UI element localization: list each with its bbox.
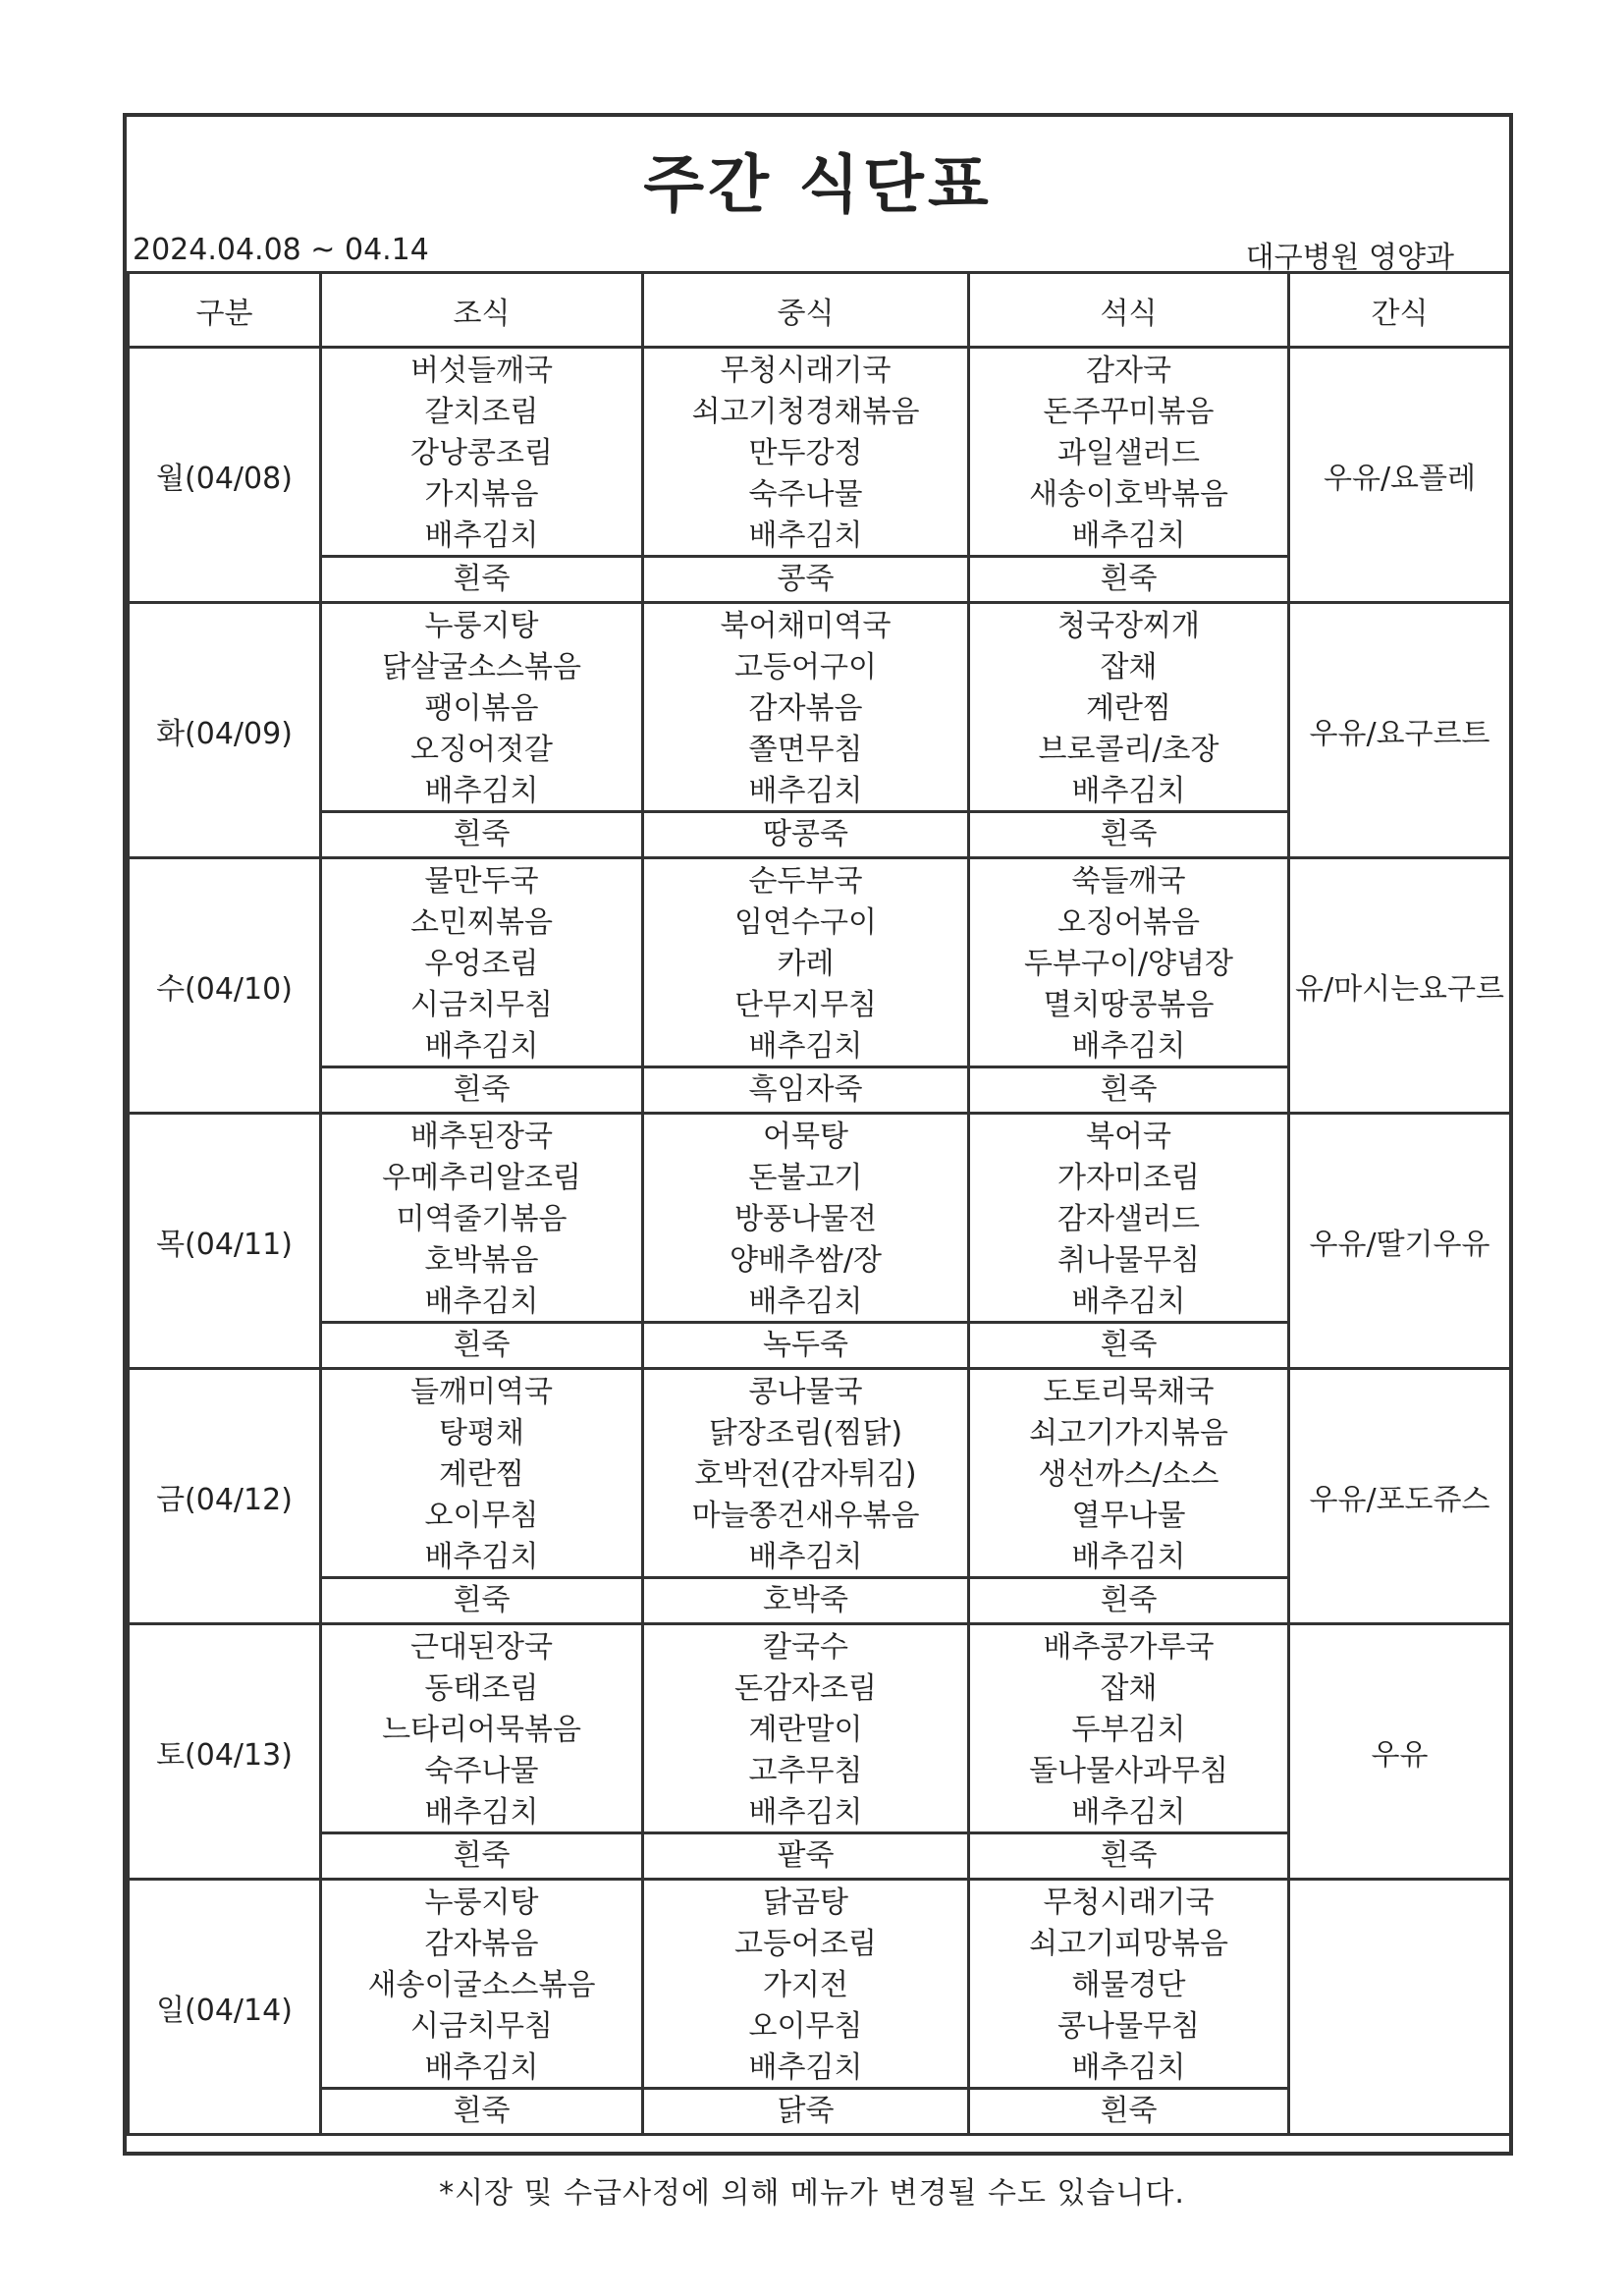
dinner-dish: 쇠고기가지볶음 bbox=[1029, 1416, 1228, 1450]
dinner-dishes-cell bbox=[969, 1369, 1289, 1578]
dinner-dish: 배추김치 bbox=[1071, 1540, 1186, 1574]
header-lunch: 중식 bbox=[643, 273, 969, 348]
breakfast-dish: 탕평채 bbox=[439, 1416, 524, 1450]
lunch-porridge: 팥죽 bbox=[643, 1833, 969, 1880]
lunch-dish: 배추김치 bbox=[748, 1285, 863, 1319]
day-label: 토(04/13) bbox=[129, 1624, 321, 1880]
lunch-dish: 배추김치 bbox=[748, 774, 863, 808]
dinner-dish: 두부김치 bbox=[1071, 1713, 1186, 1747]
lunch-porridge: 호박죽 bbox=[643, 1578, 969, 1624]
breakfast-porridge: 흰죽 bbox=[321, 1833, 643, 1880]
day-row bbox=[129, 1624, 1511, 1833]
breakfast-dish: 계란찜 bbox=[439, 1457, 524, 1492]
dinner-dish: 배추김치 bbox=[1071, 1285, 1186, 1319]
lunch-porridge: 땅콩죽 bbox=[643, 812, 969, 858]
breakfast-dishes-cell bbox=[321, 1880, 643, 2089]
lunch-dish: 쇠고기청경채볶음 bbox=[691, 395, 920, 429]
lunch-dish: 감자볶음 bbox=[748, 691, 863, 726]
lunch-dish: 무청시래기국 bbox=[720, 354, 892, 388]
dinner-dish: 쇠고기피망볶음 bbox=[1029, 1927, 1228, 1961]
lunch-dish: 배추김치 bbox=[748, 1540, 863, 1574]
snack-cell: 유/마시는요구르 bbox=[1289, 858, 1511, 1114]
breakfast-porridge: 흰죽 bbox=[321, 557, 643, 603]
day-row bbox=[129, 1880, 1511, 2089]
breakfast-dish: 시금치무침 bbox=[410, 2009, 553, 2044]
dinner-porridge: 흰죽 bbox=[969, 1578, 1289, 1624]
breakfast-porridge: 흰죽 bbox=[321, 812, 643, 858]
dinner-porridge: 흰죽 bbox=[969, 2089, 1289, 2135]
lunch-dish: 배추김치 bbox=[748, 1029, 863, 1064]
breakfast-dish: 가지볶음 bbox=[424, 477, 539, 512]
header-dinner: 석식 bbox=[969, 273, 1289, 348]
breakfast-dishes-cell bbox=[321, 1624, 643, 1833]
breakfast-dish: 느타리어묵볶음 bbox=[382, 1713, 581, 1747]
day-label: 일(04/14) bbox=[129, 1880, 321, 2135]
lunch-dish: 임연수구이 bbox=[734, 905, 877, 940]
breakfast-dish: 우메추리알조림 bbox=[382, 1161, 581, 1195]
breakfast-dish: 숙주나물 bbox=[424, 1754, 539, 1788]
dinner-dish: 배추콩가루국 bbox=[1043, 1630, 1215, 1665]
dinner-dish: 쑥들깨국 bbox=[1071, 864, 1186, 899]
lunch-dish: 북어채미역국 bbox=[720, 609, 892, 643]
lunch-dish: 칼국수 bbox=[763, 1630, 848, 1665]
dinner-dish: 취나물무침 bbox=[1057, 1243, 1200, 1278]
dinner-dish: 오징어볶음 bbox=[1057, 905, 1200, 940]
dinner-dish: 북어국 bbox=[1086, 1120, 1171, 1154]
breakfast-dish: 미역줄기볶음 bbox=[396, 1202, 568, 1236]
breakfast-dishes-cell bbox=[321, 858, 643, 1067]
lunch-porridge: 콩죽 bbox=[643, 557, 969, 603]
breakfast-dish: 소민찌볶음 bbox=[410, 905, 553, 940]
weekly-menu-table bbox=[127, 271, 1512, 2136]
breakfast-dish: 배추김치 bbox=[424, 774, 539, 808]
lunch-dish: 어묵탕 bbox=[763, 1120, 848, 1154]
breakfast-dish: 시금치무침 bbox=[410, 988, 553, 1022]
breakfast-dish: 배추된장국 bbox=[410, 1120, 553, 1154]
lunch-dish: 배추김치 bbox=[748, 519, 863, 553]
breakfast-dishes-cell bbox=[321, 1114, 643, 1323]
lunch-dish: 돈불고기 bbox=[748, 1161, 863, 1195]
breakfast-dish: 닭살굴소스볶음 bbox=[382, 650, 581, 684]
dinner-dish: 무청시래기국 bbox=[1043, 1886, 1215, 1920]
breakfast-dishes-cell bbox=[321, 1369, 643, 1578]
dinner-porridge: 흰죽 bbox=[969, 1833, 1289, 1880]
dinner-dishes-cell bbox=[969, 348, 1289, 557]
lunch-dish: 순두부국 bbox=[748, 864, 863, 899]
page-title: 주간 식단표 bbox=[643, 149, 993, 222]
lunch-dish: 고추무침 bbox=[748, 1754, 863, 1788]
day-label: 화(04/09) bbox=[129, 603, 321, 858]
dinner-dish: 배추김치 bbox=[1071, 774, 1186, 808]
dinner-dish: 도토리묵채국 bbox=[1043, 1375, 1215, 1409]
lunch-dish: 콩나물국 bbox=[748, 1375, 863, 1409]
lunch-dishes-cell bbox=[643, 348, 969, 557]
lunch-dish: 배추김치 bbox=[748, 2050, 863, 2085]
lunch-dish: 쫄면무침 bbox=[748, 733, 863, 767]
department-label: 대구병원 영양과 bbox=[1245, 241, 1454, 275]
dinner-dish: 청국장찌개 bbox=[1057, 609, 1200, 643]
breakfast-dish: 누룽지탕 bbox=[424, 609, 539, 643]
dinner-dish: 콩나물무침 bbox=[1057, 2009, 1200, 2044]
breakfast-dish: 배추김치 bbox=[424, 519, 539, 553]
dinner-dish: 새송이호박볶음 bbox=[1029, 477, 1228, 512]
day-row bbox=[129, 603, 1511, 812]
lunch-dishes-cell bbox=[643, 1624, 969, 1833]
lunch-dish: 호박전(감자튀김) bbox=[694, 1457, 917, 1492]
lunch-dish: 양배추쌈/장 bbox=[729, 1243, 882, 1278]
lunch-dish: 고등어조림 bbox=[734, 1927, 877, 1961]
lunch-dish: 배추김치 bbox=[748, 1795, 863, 1830]
lunch-dish: 닭장조림(찜닭) bbox=[708, 1416, 903, 1450]
breakfast-dish: 오이무침 bbox=[424, 1499, 539, 1533]
footer-note: *시장 및 수급사정에 의해 메뉴가 변경될 수도 있습니다. bbox=[439, 2176, 1185, 2211]
lunch-dish: 가지전 bbox=[763, 1968, 848, 2002]
dinner-dish: 배추김치 bbox=[1071, 1795, 1186, 1830]
breakfast-dishes-cell bbox=[321, 348, 643, 557]
dinner-porridge: 흰죽 bbox=[969, 557, 1289, 603]
dinner-dish: 돈주꾸미볶음 bbox=[1043, 395, 1215, 429]
header-breakfast: 조식 bbox=[321, 273, 643, 348]
breakfast-dish: 누룽지탕 bbox=[424, 1886, 539, 1920]
breakfast-dish: 호박볶음 bbox=[424, 1243, 539, 1278]
menu-sheet bbox=[123, 113, 1513, 2156]
day-label: 금(04/12) bbox=[129, 1369, 321, 1624]
breakfast-dish: 배추김치 bbox=[424, 1540, 539, 1574]
dinner-dish: 멸치땅콩볶음 bbox=[1043, 988, 1215, 1022]
header-row bbox=[129, 273, 1511, 348]
dinner-dish: 가자미조림 bbox=[1057, 1161, 1200, 1195]
day-label: 수(04/10) bbox=[129, 858, 321, 1114]
menu-body bbox=[129, 348, 1511, 2135]
snack-cell: 우유/요플레 bbox=[1289, 348, 1511, 603]
lunch-dishes-cell bbox=[643, 858, 969, 1067]
dinner-dish: 감자샐러드 bbox=[1057, 1202, 1200, 1236]
breakfast-dish: 근대된장국 bbox=[410, 1630, 553, 1665]
dinner-dish: 과일샐러드 bbox=[1057, 436, 1200, 470]
dinner-dish: 배추김치 bbox=[1071, 519, 1186, 553]
header-category: 구분 bbox=[129, 273, 321, 348]
breakfast-dish: 배추김치 bbox=[424, 1795, 539, 1830]
dinner-dishes-cell bbox=[969, 603, 1289, 812]
breakfast-porridge: 흰죽 bbox=[321, 2089, 643, 2135]
snack-cell bbox=[1289, 1880, 1511, 2135]
lunch-dishes-cell bbox=[643, 1369, 969, 1578]
breakfast-porridge: 흰죽 bbox=[321, 1067, 643, 1114]
lunch-porridge: 녹두죽 bbox=[643, 1323, 969, 1369]
lunch-dish: 방풍나물전 bbox=[734, 1202, 877, 1236]
dinner-dish: 잡채 bbox=[1100, 650, 1158, 684]
breakfast-dish: 팽이볶음 bbox=[424, 691, 539, 726]
dinner-dish: 감자국 bbox=[1086, 354, 1171, 388]
dinner-dish: 열무나물 bbox=[1071, 1499, 1186, 1533]
dinner-dish: 생선까스/소스 bbox=[1038, 1457, 1219, 1492]
lunch-dish: 오이무침 bbox=[748, 2009, 863, 2044]
breakfast-dish: 배추김치 bbox=[424, 2050, 539, 2085]
breakfast-dish: 감자볶음 bbox=[424, 1927, 539, 1961]
breakfast-porridge: 흰죽 bbox=[321, 1578, 643, 1624]
breakfast-dish: 우엉조림 bbox=[424, 947, 539, 981]
breakfast-dish: 버섯들깨국 bbox=[410, 354, 553, 388]
breakfast-dish: 갈치조림 bbox=[424, 395, 539, 429]
breakfast-dish: 배추김치 bbox=[424, 1029, 539, 1064]
lunch-dish: 계란말이 bbox=[748, 1713, 863, 1747]
lunch-dish: 닭곰탕 bbox=[763, 1886, 848, 1920]
lunch-dishes-cell bbox=[643, 1114, 969, 1323]
day-row bbox=[129, 1369, 1511, 1578]
lunch-dishes-cell bbox=[643, 1880, 969, 2089]
lunch-dish: 카레 bbox=[777, 947, 835, 981]
dinner-dish: 배추김치 bbox=[1071, 1029, 1186, 1064]
breakfast-dishes-cell bbox=[321, 603, 643, 812]
breakfast-dish: 동태조림 bbox=[424, 1671, 539, 1706]
dinner-dish: 해물경단 bbox=[1071, 1968, 1186, 2002]
date-range: 2024.04.08 ~ 04.14 bbox=[133, 233, 429, 267]
day-label: 목(04/11) bbox=[129, 1114, 321, 1369]
day-row bbox=[129, 858, 1511, 1067]
breakfast-dish: 물만두국 bbox=[424, 864, 539, 899]
lunch-dish: 단무지무침 bbox=[734, 988, 877, 1022]
day-label: 월(04/08) bbox=[129, 348, 321, 603]
lunch-dish: 마늘쫑건새우볶음 bbox=[691, 1499, 920, 1533]
dinner-porridge: 흰죽 bbox=[969, 812, 1289, 858]
lunch-dish: 숙주나물 bbox=[748, 477, 863, 512]
dinner-dish: 돌나물사과무침 bbox=[1029, 1754, 1228, 1788]
dinner-dish: 잡채 bbox=[1100, 1671, 1158, 1706]
snack-cell: 우유/요구르트 bbox=[1289, 603, 1511, 858]
breakfast-porridge: 흰죽 bbox=[321, 1323, 643, 1369]
lunch-dish: 고등어구이 bbox=[734, 650, 877, 684]
breakfast-dish: 배추김치 bbox=[424, 1285, 539, 1319]
lunch-dish: 만두강정 bbox=[748, 436, 863, 470]
dinner-dish: 브로콜리/초장 bbox=[1038, 733, 1219, 767]
header-snack: 간식 bbox=[1289, 273, 1511, 348]
dinner-dishes-cell bbox=[969, 858, 1289, 1067]
lunch-dishes-cell bbox=[643, 603, 969, 812]
snack-cell: 우유 bbox=[1289, 1624, 1511, 1880]
lunch-dish: 돈감자조림 bbox=[734, 1671, 877, 1706]
dinner-dishes-cell bbox=[969, 1114, 1289, 1323]
dinner-dishes-cell bbox=[969, 1624, 1289, 1833]
dinner-dish: 배추김치 bbox=[1071, 2050, 1186, 2085]
dinner-porridge: 흰죽 bbox=[969, 1323, 1289, 1369]
snack-cell: 우유/포도쥬스 bbox=[1289, 1369, 1511, 1624]
snack-cell: 우유/딸기우유 bbox=[1289, 1114, 1511, 1369]
dinner-porridge: 흰죽 bbox=[969, 1067, 1289, 1114]
lunch-porridge: 흑임자죽 bbox=[643, 1067, 969, 1114]
breakfast-dish: 들깨미역국 bbox=[410, 1375, 553, 1409]
day-row bbox=[129, 1114, 1511, 1323]
breakfast-dish: 새송이굴소스볶음 bbox=[367, 1968, 596, 2002]
dinner-dish: 두부구이/양념장 bbox=[1024, 947, 1233, 981]
breakfast-dish: 강낭콩조림 bbox=[410, 436, 553, 470]
lunch-porridge: 닭죽 bbox=[643, 2089, 969, 2135]
dinner-dish: 계란찜 bbox=[1086, 691, 1171, 726]
breakfast-dish: 오징어젓갈 bbox=[410, 733, 553, 767]
day-row bbox=[129, 348, 1511, 557]
dinner-dishes-cell bbox=[969, 1880, 1289, 2089]
